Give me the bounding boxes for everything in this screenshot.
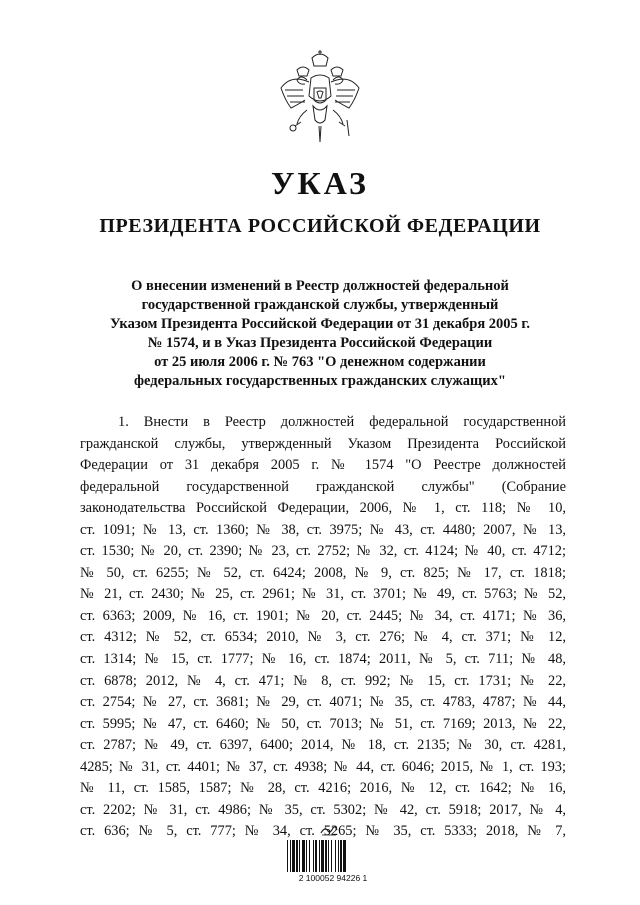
- body-line: ст. 6363; 2009, № 16, ст. 1901; № 20, ст. 2445; № 34, ст. 4171; № 36,: [80, 607, 566, 624]
- body-line: ст. 636; № 5, ст. 777; № 34, ст. 5265; № 35, ст. 5333; 2018, № 7,: [80, 823, 566, 840]
- heading-line: государственной гражданской службы, утвержденный: [141, 297, 499, 313]
- body-line: ст. 2754; № 27, ст. 3681; № 29, ст. 4071; № 35, ст. 4783, 4787; № 44,: [80, 694, 566, 711]
- document-title: УКАЗ: [271, 165, 369, 201]
- signature-mark-icon: [319, 824, 339, 836]
- body-line: ст. 2202; № 31, ст. 4986; № 35, ст. 5302; № 42, ст. 5918; 2017, № 4,: [80, 801, 566, 818]
- document-subtitle: ПРЕЗИДЕНТА РОССИЙСКОЙ ФЕДЕРАЦИИ: [99, 215, 541, 237]
- body-line: ст. 4312; № 52, ст. 6534; 2010, № 3, ст. 276; № 4, ст. 371; № 12,: [80, 629, 566, 646]
- body-line: ст. 1314; № 15, ст. 1777; № 16, ст. 1874; 2011, № 5, ст. 711; № 48,: [80, 651, 566, 668]
- heading-line: № 1574, и в Указ Президента Российской Федерации: [147, 335, 493, 351]
- body-line: федеральной государственной гражданской службы" (Собрание: [80, 478, 566, 495]
- body-line: ст. 6878; 2012, № 4, ст. 471; № 8, ст. 992; № 15, ст. 1731; № 22,: [80, 672, 566, 689]
- decree-heading: [60, 277, 580, 391]
- document-barcode: [283, 824, 379, 886]
- body-line: Федерации от 31 декабря 2005 г. № 1574 "О Реестре должностей: [80, 457, 566, 474]
- body-line: ст. 1530; № 20, ст. 2390; № 23, ст. 2752; № 32, ст. 4124; № 40, ст. 4712;: [80, 543, 566, 560]
- body-line: ст. 5995; № 47, ст. 6460; № 50, ст. 7013; № 51, ст. 7169; 2013, № 22,: [80, 715, 566, 732]
- body-line: законодательства Российской Федерации, 2006, № 1, ст. 118; № 10,: [80, 500, 566, 517]
- heading-line: О внесении изменений в Реестр должностей федеральной: [131, 278, 509, 294]
- heading-line: Указом Президента Российской Федерации от 31 декабря 2005 г.: [109, 316, 530, 332]
- body-line: № 21, ст. 2430; № 25, ст. 2961; № 31, ст. 3701; № 49, ст. 5763; № 52,: [80, 586, 566, 603]
- decree-body: [80, 412, 566, 843]
- coat-of-arms-icon: [277, 50, 363, 150]
- barcode-bars-icon: [287, 840, 375, 872]
- barcode-number: 2 100052 94226 1: [298, 873, 368, 883]
- body-line: гражданской службы, утвержденный Указом Президента Российской: [80, 435, 566, 452]
- body-line: 1. Внести в Реестр должностей федеральной государственной: [118, 414, 566, 430]
- heading-line: федеральных государственных гражданских служащих": [134, 373, 506, 389]
- heading-line: от 25 июля 2006 г. № 763 "О денежном содержании: [154, 354, 486, 370]
- body-line: ст. 2787; № 49, ст. 6397, 6400; 2014, № 18, ст. 2135; № 30, ст. 4281,: [80, 737, 566, 754]
- body-line: № 11, ст. 1585, 1587; № 28, ст. 4216; 2016, № 12, ст. 1642; № 16,: [80, 780, 566, 797]
- body-line: ст. 1091; № 13, ст. 1360; № 38, ст. 3975; № 43, ст. 4480; 2007, № 13,: [80, 521, 566, 538]
- body-line: 4285; № 31, ст. 4401; № 37, ст. 4938; № 44, ст. 6046; 2015, № 1, ст. 193;: [80, 758, 566, 775]
- body-line: № 50, ст. 6255; № 52, ст. 6424; 2008, № 9, ст. 825; № 17, ст. 1818;: [80, 564, 566, 581]
